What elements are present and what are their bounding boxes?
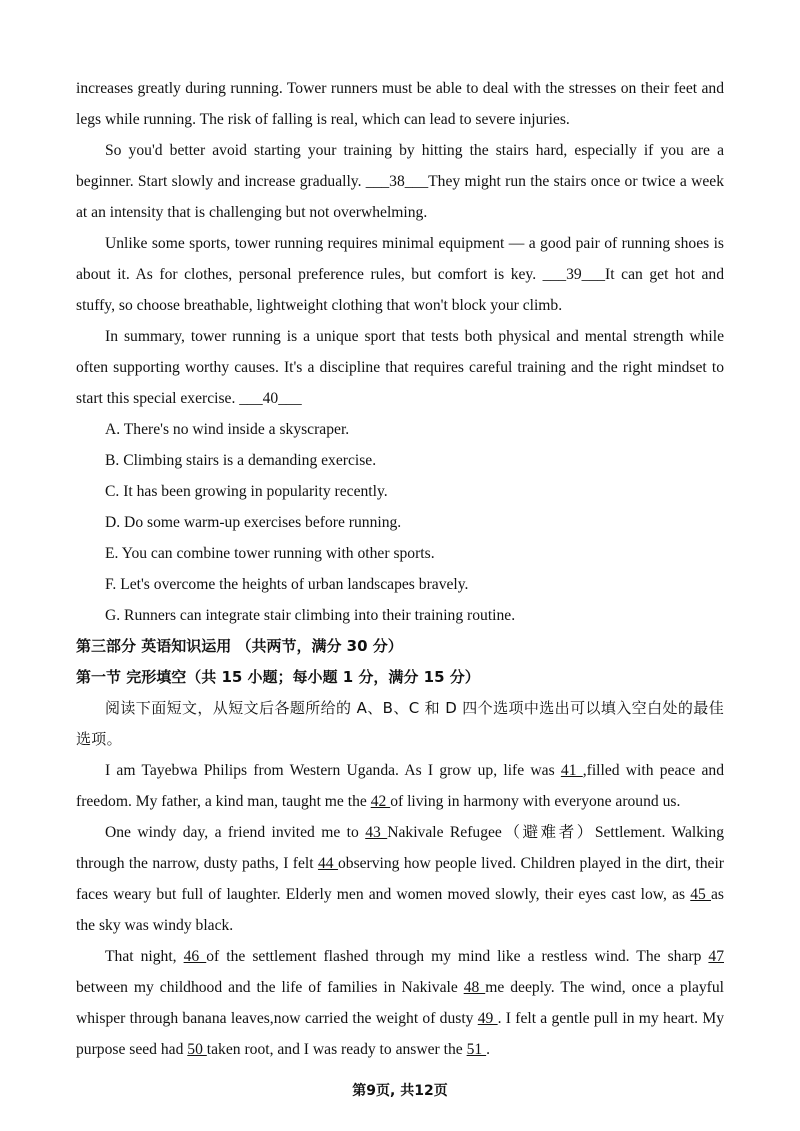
- text: One windy day, a friend invited me to: [105, 824, 366, 841]
- page-footer: 第9页, 共12页: [352, 1083, 448, 1099]
- text: between my childhood and the life of families in Nakivale: [76, 979, 464, 996]
- blank-43: 43: [365, 824, 388, 841]
- blank-50: 50: [187, 1041, 207, 1058]
- passage-paragraph-1: increases greatly during running. Tower runners must be able to deal with the stresses on their feet and legs while running. The risk of falling is real, which can lead to severe injuries.: [76, 80, 724, 128]
- exam-page: [76, 73, 724, 1065]
- option-f: F. Let's overcome the heights of urban landscapes bravely.: [105, 576, 469, 593]
- text: I am Tayebwa Philips from Western Uganda. As I grow up, life was: [105, 762, 561, 779]
- text: of the settlement flashed through my mind like a restless wind. The sharp: [206, 948, 709, 965]
- part3-heading: 第三部分 英语知识运用 （共两节，满分 30 分）: [76, 637, 403, 655]
- option-c: C. It has been growing in popularity recently.: [105, 483, 388, 500]
- text: observing how people lived. Children played in the dirt, their faces weary but full of laughter. Elderly men and women moved slowly, their eyes cast low, as: [76, 855, 724, 903]
- option-e: E. You can combine tower running with other sports.: [105, 545, 435, 562]
- option-a: A. There's no wind inside a skyscraper.: [105, 421, 350, 438]
- passage-paragraph-2: So you'd better avoid starting your training by hitting the stairs hard, especially if you are a beginner. Start slowly and increase gradually. ___38___They might run the stairs once or twice a week at an intensity that is challenging but not overwhelming.: [76, 142, 724, 221]
- section1-heading: 第一节 完形填空（共 15 小题；每小题 1 分，满分 15 分）: [76, 668, 480, 686]
- option-d: D. Do some warm-up exercises before running.: [105, 514, 402, 531]
- blank-49: 49: [477, 1010, 498, 1027]
- text: as the sky was windy black.: [76, 886, 724, 934]
- blank-47: 47: [708, 948, 724, 965]
- cloze-paragraph-1: [76, 755, 724, 817]
- blank-51: 51: [466, 1041, 487, 1058]
- blank-46: 46: [183, 948, 207, 965]
- text: me deeply. The wind, once a playful whisper through banana leaves,now carried the weight of dusty: [76, 979, 724, 1027]
- blank-42: 42: [370, 793, 391, 810]
- cloze-paragraph-2: [76, 817, 724, 941]
- cloze-paragraph-3: [76, 941, 724, 1065]
- option-b: B. Climbing stairs is a demanding exercise.: [105, 452, 377, 469]
- text: ,filled with peace and freedom. My father, a kind man, taught me the: [76, 762, 724, 810]
- blank-48: 48: [463, 979, 486, 996]
- passage-paragraph-4: In summary, tower running is a unique sport that tests both physical and mental strength while often supporting worthy causes. It's a discipline that requires careful training and the right mindset to start this special exercise. ___40___: [76, 328, 724, 407]
- instruction-text: 阅读下面短文，从短文后各题所给的 A、B、C 和 D 四个选项中选出可以填入空白处的最佳选项。: [76, 699, 724, 748]
- text: .: [486, 1041, 491, 1058]
- blank-45: 45: [690, 886, 711, 903]
- text: . I felt a gentle pull in my heart. My purpose seed had: [76, 1010, 724, 1058]
- option-g: G. Runners can integrate stair climbing into their training routine.: [105, 607, 516, 624]
- blank-41: 41: [560, 762, 583, 779]
- passage-paragraph-3: Unlike some sports, tower running requires minimal equipment — a good pair of running shoes is about it. As for clothes, personal preference rules, but comfort is key. ___39___It can get hot and stuffy, so choose breathable, lightweight clothing that won't block your climb.: [76, 235, 724, 314]
- text: Nakivale Refugee（避难者）Settlement. Walking through the narrow, dusty paths, I felt: [76, 824, 724, 872]
- text: That night,: [105, 948, 184, 965]
- options-list: [76, 414, 724, 631]
- blank-44: 44: [317, 855, 338, 872]
- text: of living in harmony with everyone around us.: [390, 793, 681, 810]
- text: taken root, and I was ready to answer the: [206, 1041, 467, 1058]
